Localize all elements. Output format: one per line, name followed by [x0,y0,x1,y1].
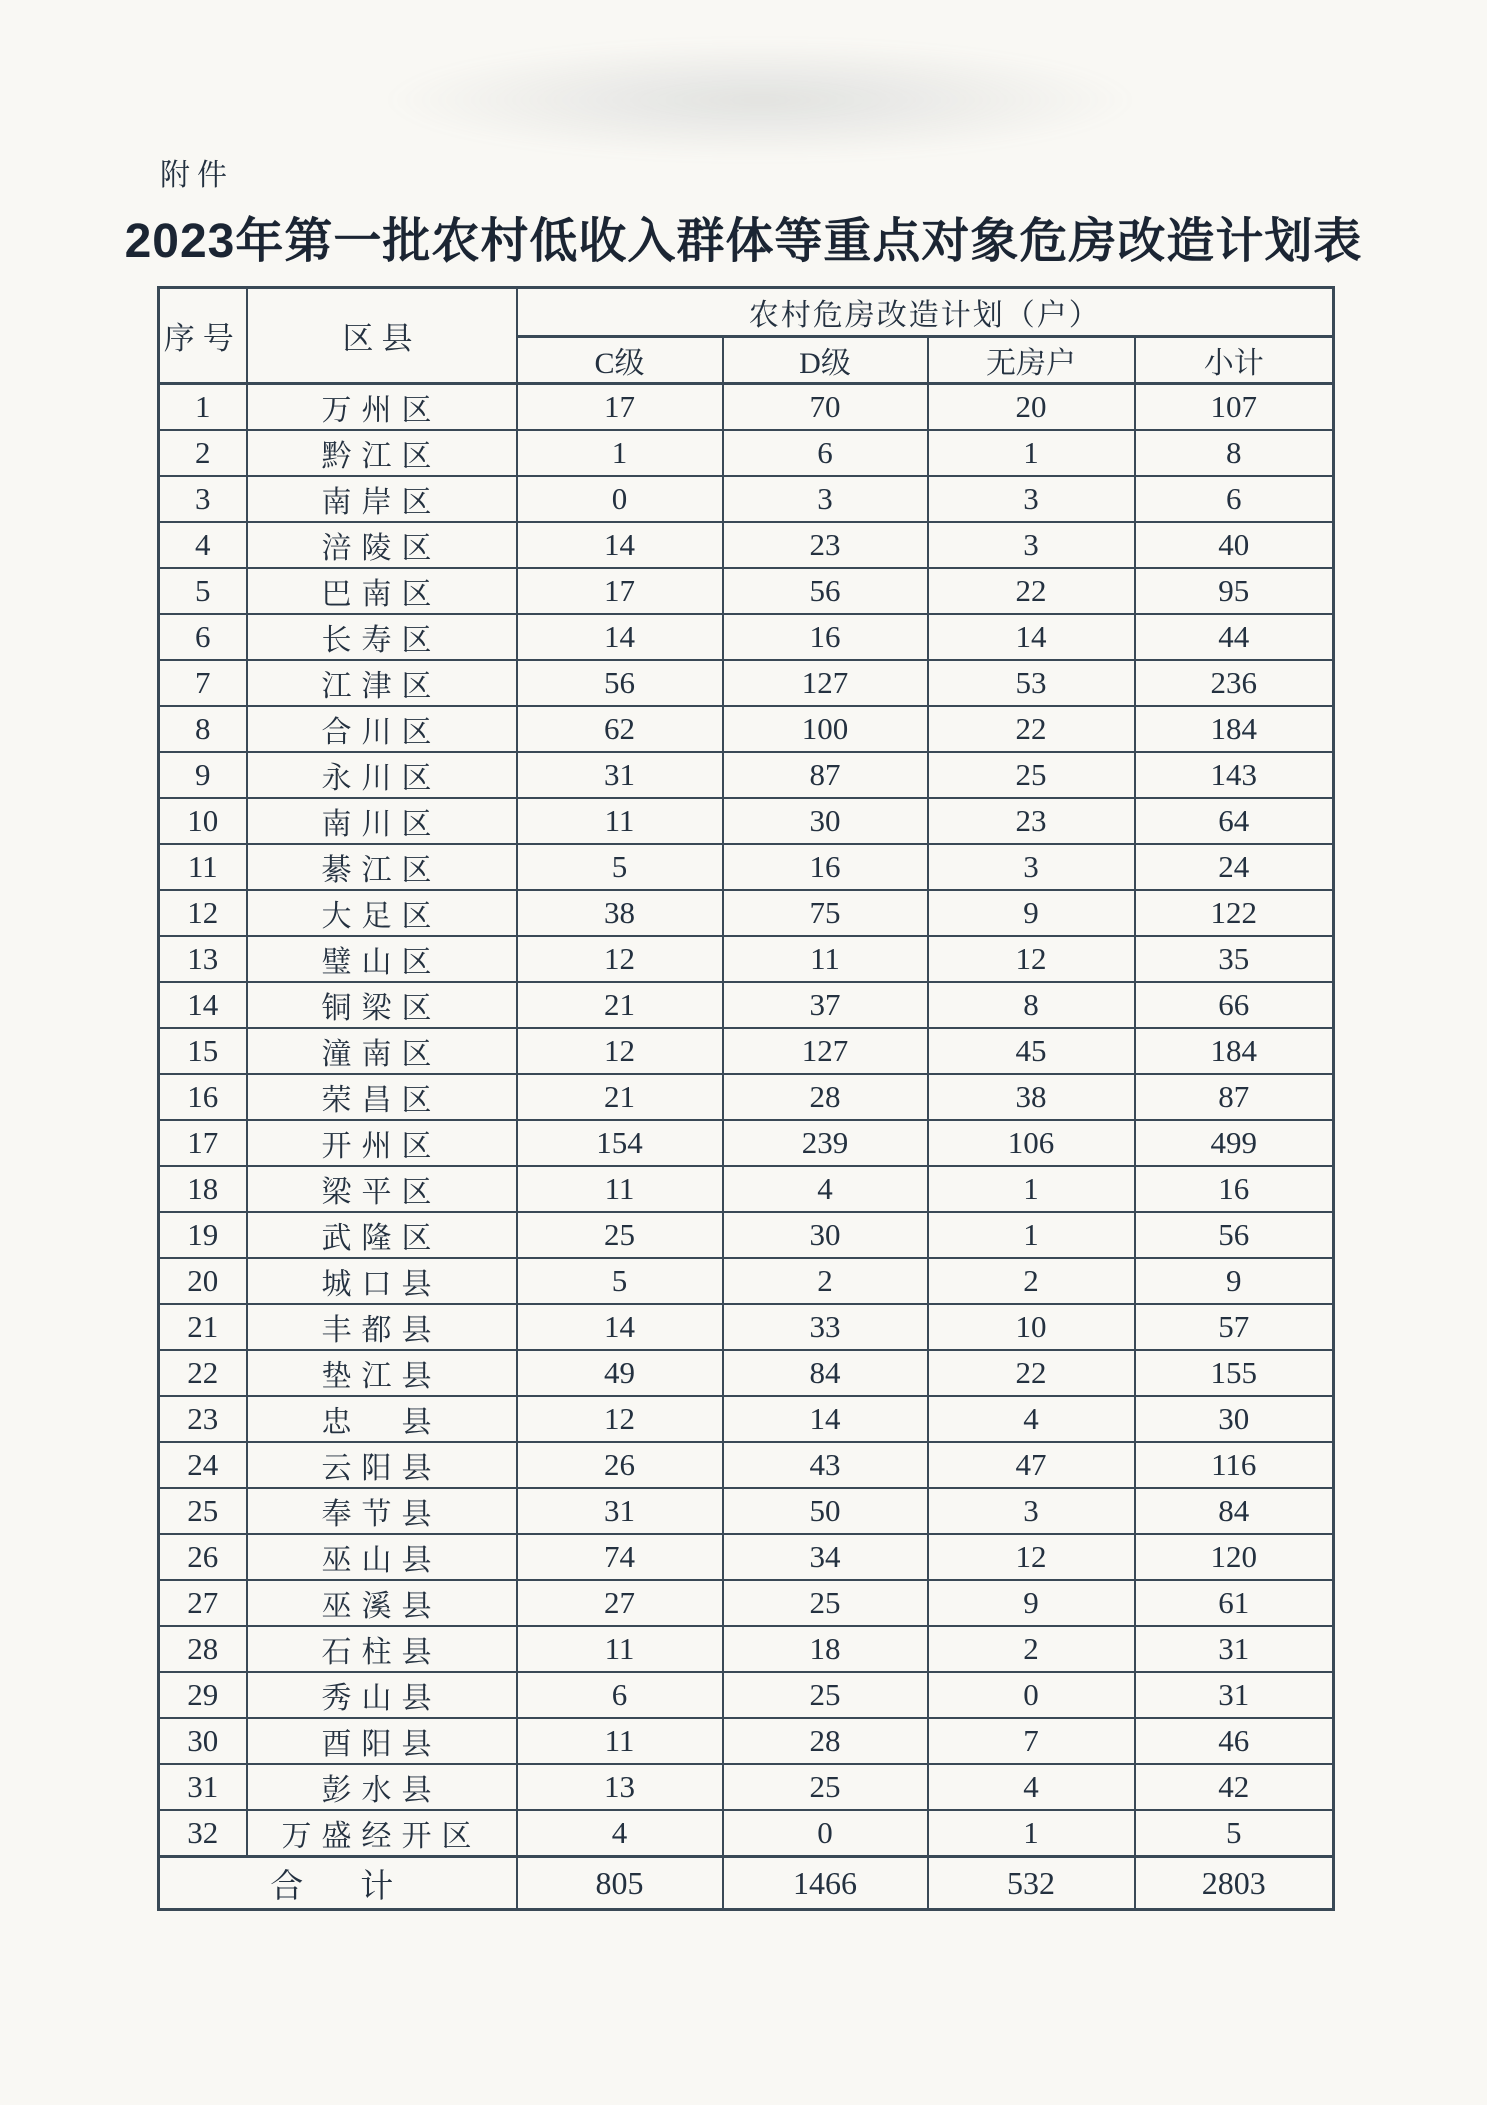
row-index-cell: 31 [159,1764,247,1810]
subtotal-cell: 31 [1135,1672,1334,1718]
table-row [159,384,1334,431]
d-level-cell: 239 [723,1120,928,1166]
c-level-cell: 17 [517,384,723,431]
scan-smudge-artifact [380,40,1140,160]
subtotal-cell: 66 [1135,982,1334,1028]
no-house-cell: 9 [928,1580,1135,1626]
row-index-cell: 20 [159,1258,247,1304]
no-house-cell: 0 [928,1672,1135,1718]
c-level-cell: 0 [517,476,723,522]
table-row [159,1396,1334,1442]
district-cell: 江津区 [247,660,517,706]
no-house-cell: 22 [928,568,1135,614]
d-level-cell: 16 [723,844,928,890]
table-row [159,890,1334,936]
row-index-cell: 1 [159,384,247,431]
c-level-cell: 12 [517,936,723,982]
subtotal-cell: 24 [1135,844,1334,890]
row-index-cell: 9 [159,752,247,798]
no-house-cell: 1 [928,1810,1135,1857]
table-row [159,1212,1334,1258]
subtotal-cell: 16 [1135,1166,1334,1212]
no-house-cell: 106 [928,1120,1135,1166]
no-house-cell: 25 [928,752,1135,798]
row-index-cell: 25 [159,1488,247,1534]
table-row [159,1534,1334,1580]
c-level-cell: 1 [517,430,723,476]
c-level-cell: 12 [517,1028,723,1074]
no-house-cell: 38 [928,1074,1135,1120]
row-index-cell: 15 [159,1028,247,1074]
no-house-cell: 1 [928,1166,1135,1212]
c-level-cell: 14 [517,522,723,568]
row-index-cell: 16 [159,1074,247,1120]
total-row [159,1857,1334,1910]
d-level-cell: 25 [723,1764,928,1810]
row-index-cell: 6 [159,614,247,660]
district-cell: 开州区 [247,1120,517,1166]
district-cell: 忠 县 [247,1396,517,1442]
no-house-cell: 20 [928,384,1135,431]
district-cell: 南川区 [247,798,517,844]
district-cell: 合川区 [247,706,517,752]
table-row [159,1672,1334,1718]
c-level-cell: 13 [517,1764,723,1810]
c-level-cell: 14 [517,1304,723,1350]
row-index-cell: 30 [159,1718,247,1764]
d-level-cell: 0 [723,1810,928,1857]
c-level-cell: 4 [517,1810,723,1857]
table-row [159,798,1334,844]
c-level-cell: 11 [517,1718,723,1764]
subtotal-cell: 143 [1135,752,1334,798]
district-cell: 大足区 [247,890,517,936]
district-cell: 奉节县 [247,1488,517,1534]
subtotal-cell: 61 [1135,1580,1334,1626]
d-level-cell: 87 [723,752,928,798]
col-header-subtotal: 小计 [1135,337,1334,384]
district-cell: 永川区 [247,752,517,798]
d-level-cell: 30 [723,798,928,844]
district-cell: 荣昌区 [247,1074,517,1120]
no-house-cell: 22 [928,706,1135,752]
table-row [159,476,1334,522]
subtotal-cell: 57 [1135,1304,1334,1350]
subtotal-cell: 116 [1135,1442,1334,1488]
d-level-cell: 70 [723,384,928,431]
d-level-cell: 56 [723,568,928,614]
district-cell: 丰都县 [247,1304,517,1350]
d-level-cell: 127 [723,1028,928,1074]
district-cell: 垫江县 [247,1350,517,1396]
district-cell: 梁平区 [247,1166,517,1212]
subtotal-cell: 8 [1135,430,1334,476]
no-house-cell: 1 [928,430,1135,476]
col-header-district: 区县 [247,288,517,384]
d-level-cell: 28 [723,1074,928,1120]
no-house-cell: 2 [928,1626,1135,1672]
no-house-cell: 12 [928,936,1135,982]
c-level-cell: 12 [517,1396,723,1442]
c-level-cell: 11 [517,1166,723,1212]
district-cell: 长寿区 [247,614,517,660]
table-row [159,1120,1334,1166]
c-level-cell: 5 [517,1258,723,1304]
no-house-cell: 3 [928,476,1135,522]
district-cell: 涪陵区 [247,522,517,568]
d-level-cell: 37 [723,982,928,1028]
col-header-c-level: C级 [517,337,723,384]
c-level-cell: 154 [517,1120,723,1166]
subtotal-cell: 95 [1135,568,1334,614]
district-cell: 南岸区 [247,476,517,522]
table-row [159,844,1334,890]
district-cell: 铜梁区 [247,982,517,1028]
table-row [159,614,1334,660]
c-level-cell: 25 [517,1212,723,1258]
page-title: 2023年第一批农村低收入群体等重点对象危房改造计划表 [124,215,1363,268]
row-index-cell: 13 [159,936,247,982]
district-cell: 武隆区 [247,1212,517,1258]
col-header-d-level: D级 [723,337,928,384]
subtotal-cell: 6 [1135,476,1334,522]
table-row [159,1764,1334,1810]
subtotal-cell: 184 [1135,706,1334,752]
district-cell: 巫山县 [247,1534,517,1580]
d-level-cell: 30 [723,1212,928,1258]
attachment-label: 附件 [160,159,234,192]
district-cell: 城口县 [247,1258,517,1304]
subtotal-cell: 499 [1135,1120,1334,1166]
no-house-cell: 23 [928,798,1135,844]
subtotal-cell: 236 [1135,660,1334,706]
district-cell: 万盛经开区 [247,1810,517,1857]
row-index-cell: 2 [159,430,247,476]
table-row [159,568,1334,614]
district-cell: 巫溪县 [247,1580,517,1626]
table-row [159,752,1334,798]
subtotal-cell: 44 [1135,614,1334,660]
row-index-cell: 26 [159,1534,247,1580]
no-house-cell: 3 [928,844,1135,890]
row-index-cell: 4 [159,522,247,568]
subtotal-cell: 155 [1135,1350,1334,1396]
no-house-cell: 4 [928,1764,1135,1810]
district-cell: 潼南区 [247,1028,517,1074]
table-row [159,706,1334,752]
col-header-no-house: 无房户 [928,337,1135,384]
c-level-cell: 74 [517,1534,723,1580]
table-row [159,1166,1334,1212]
subtotal-cell: 56 [1135,1212,1334,1258]
d-level-cell: 84 [723,1350,928,1396]
no-house-cell: 3 [928,1488,1135,1534]
row-index-cell: 12 [159,890,247,936]
table-row [159,660,1334,706]
table-row [159,1028,1334,1074]
subtotal-cell: 107 [1135,384,1334,431]
table-row [159,1442,1334,1488]
renovation-plan-table [157,286,1335,1911]
no-house-cell: 47 [928,1442,1135,1488]
row-index-cell: 14 [159,982,247,1028]
d-level-cell: 6 [723,430,928,476]
no-house-cell: 53 [928,660,1135,706]
subtotal-cell: 9 [1135,1258,1334,1304]
row-index-cell: 22 [159,1350,247,1396]
c-level-cell: 21 [517,982,723,1028]
no-house-cell: 7 [928,1718,1135,1764]
subtotal-cell: 84 [1135,1488,1334,1534]
district-cell: 云阳县 [247,1442,517,1488]
total-d-level-cell: 1466 [723,1857,928,1910]
table-row [159,1626,1334,1672]
table-footer [159,1857,1334,1910]
no-house-cell: 1 [928,1212,1135,1258]
d-level-cell: 2 [723,1258,928,1304]
group-header-renovation-plan: 农村危房改造计划（户） [517,288,1334,337]
row-index-cell: 28 [159,1626,247,1672]
district-cell: 石柱县 [247,1626,517,1672]
no-house-cell: 4 [928,1396,1135,1442]
table-row [159,430,1334,476]
subtotal-cell: 30 [1135,1396,1334,1442]
no-house-cell: 2 [928,1258,1135,1304]
d-level-cell: 18 [723,1626,928,1672]
d-level-cell: 11 [723,936,928,982]
d-level-cell: 14 [723,1396,928,1442]
no-house-cell: 8 [928,982,1135,1028]
district-cell: 万州区 [247,384,517,431]
c-level-cell: 11 [517,798,723,844]
subtotal-cell: 31 [1135,1626,1334,1672]
c-level-cell: 17 [517,568,723,614]
row-index-cell: 27 [159,1580,247,1626]
row-index-cell: 23 [159,1396,247,1442]
district-cell: 黔江区 [247,430,517,476]
table-row [159,522,1334,568]
d-level-cell: 100 [723,706,928,752]
district-cell: 秀山县 [247,1672,517,1718]
total-no-house-cell: 532 [928,1857,1135,1910]
d-level-cell: 34 [723,1534,928,1580]
row-index-cell: 24 [159,1442,247,1488]
table-row [159,1074,1334,1120]
row-index-cell: 8 [159,706,247,752]
c-level-cell: 31 [517,1488,723,1534]
d-level-cell: 4 [723,1166,928,1212]
no-house-cell: 12 [928,1534,1135,1580]
c-level-cell: 21 [517,1074,723,1120]
no-house-cell: 9 [928,890,1135,936]
row-index-cell: 10 [159,798,247,844]
total-c-level-cell: 805 [517,1857,723,1910]
c-level-cell: 56 [517,660,723,706]
table-row [159,1810,1334,1857]
subtotal-cell: 184 [1135,1028,1334,1074]
row-index-cell: 3 [159,476,247,522]
district-cell: 彭水县 [247,1764,517,1810]
subtotal-cell: 64 [1135,798,1334,844]
total-label: 合 计 [159,1857,517,1910]
table-row [159,1718,1334,1764]
header-row-top [159,288,1334,337]
row-index-cell: 19 [159,1212,247,1258]
c-level-cell: 38 [517,890,723,936]
district-cell: 璧山区 [247,936,517,982]
subtotal-cell: 120 [1135,1534,1334,1580]
col-header-serial: 序号 [159,288,247,384]
row-index-cell: 11 [159,844,247,890]
subtotal-cell: 40 [1135,522,1334,568]
row-index-cell: 5 [159,568,247,614]
row-index-cell: 21 [159,1304,247,1350]
c-level-cell: 5 [517,844,723,890]
district-cell: 巴南区 [247,568,517,614]
district-cell: 綦江区 [247,844,517,890]
d-level-cell: 23 [723,522,928,568]
table-row [159,982,1334,1028]
d-level-cell: 28 [723,1718,928,1764]
d-level-cell: 127 [723,660,928,706]
d-level-cell: 33 [723,1304,928,1350]
no-house-cell: 10 [928,1304,1135,1350]
subtotal-cell: 35 [1135,936,1334,982]
row-index-cell: 32 [159,1810,247,1857]
d-level-cell: 3 [723,476,928,522]
subtotal-cell: 122 [1135,890,1334,936]
no-house-cell: 14 [928,614,1135,660]
table-body [159,384,1334,1857]
row-index-cell: 29 [159,1672,247,1718]
total-subtotal-cell: 2803 [1135,1857,1334,1910]
district-cell: 酉阳县 [247,1718,517,1764]
c-level-cell: 62 [517,706,723,752]
row-index-cell: 18 [159,1166,247,1212]
no-house-cell: 3 [928,522,1135,568]
d-level-cell: 43 [723,1442,928,1488]
table-row [159,1580,1334,1626]
d-level-cell: 25 [723,1672,928,1718]
subtotal-cell: 46 [1135,1718,1334,1764]
table-row [159,1258,1334,1304]
d-level-cell: 75 [723,890,928,936]
c-level-cell: 14 [517,614,723,660]
table-row [159,1304,1334,1350]
table-row [159,1350,1334,1396]
subtotal-cell: 5 [1135,1810,1334,1857]
table-header [159,288,1334,384]
no-house-cell: 22 [928,1350,1135,1396]
c-level-cell: 49 [517,1350,723,1396]
d-level-cell: 25 [723,1580,928,1626]
row-index-cell: 17 [159,1120,247,1166]
c-level-cell: 31 [517,752,723,798]
subtotal-cell: 42 [1135,1764,1334,1810]
table-row [159,1488,1334,1534]
c-level-cell: 26 [517,1442,723,1488]
table-row [159,936,1334,982]
row-index-cell: 7 [159,660,247,706]
c-level-cell: 27 [517,1580,723,1626]
d-level-cell: 16 [723,614,928,660]
no-house-cell: 45 [928,1028,1135,1074]
c-level-cell: 6 [517,1672,723,1718]
subtotal-cell: 87 [1135,1074,1334,1120]
c-level-cell: 11 [517,1626,723,1672]
d-level-cell: 50 [723,1488,928,1534]
